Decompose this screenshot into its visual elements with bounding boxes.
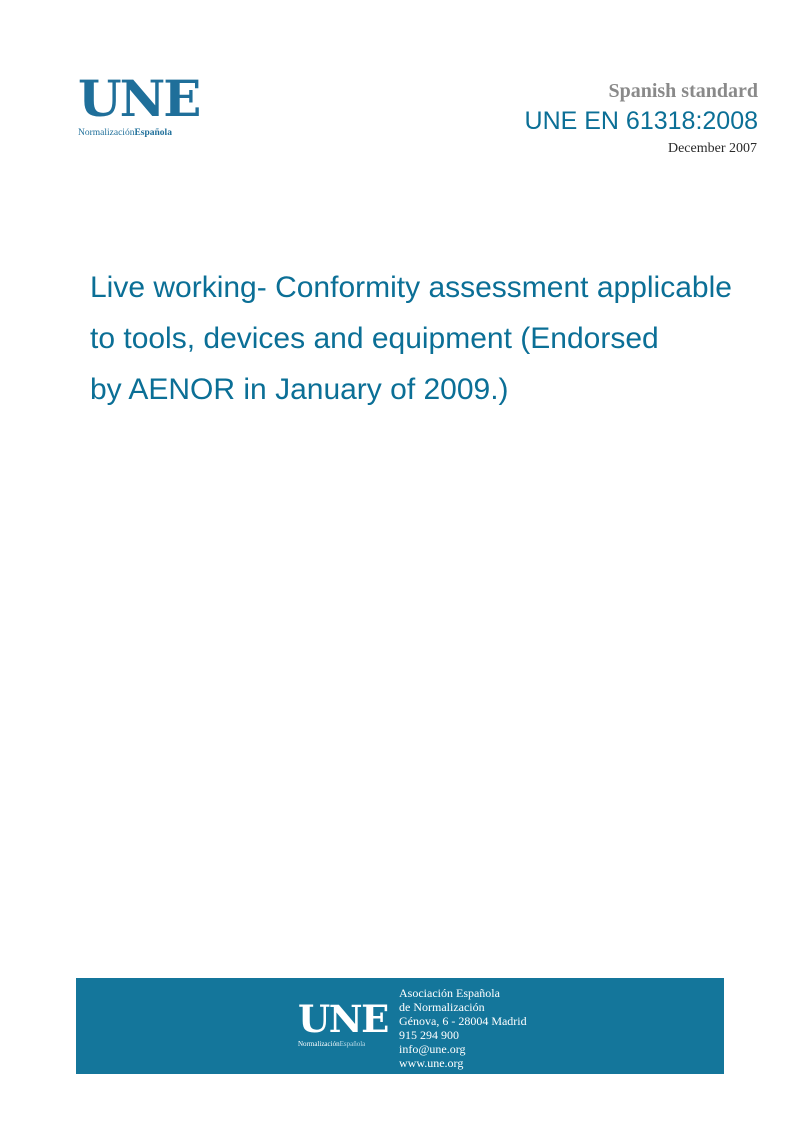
footer-banner — [76, 978, 724, 1074]
footer-logo-mark: UNE — [298, 997, 388, 1041]
address-line-phone: 915 294 900 — [399, 1028, 459, 1042]
logo-subtitle-espanola: Española — [134, 128, 172, 138]
footer-logo — [298, 997, 388, 1049]
address-line-email[interactable]: info@une.org — [399, 1042, 466, 1056]
address-line-website[interactable]: www.une.org — [399, 1056, 464, 1070]
standard-header — [458, 78, 758, 158]
address-line-org-name-1: Asociación Española — [399, 986, 500, 1000]
logo-subtitle-normalizacion: Normalización — [78, 128, 135, 138]
footer-logo-subtitle — [298, 1040, 388, 1049]
address-line-org-name-2: de Normalización — [399, 1000, 485, 1014]
publication-date: December 2007 — [667, 141, 757, 156]
organization-address — [399, 986, 719, 1070]
document-type: Spanish standard — [608, 80, 758, 102]
document-title — [90, 262, 790, 415]
title-line-3: by AENOR in January of 2009.) — [90, 373, 509, 406]
footer-logo-subtitle-espanola: Española — [339, 1040, 366, 1048]
footer-logo-subtitle-normalizacion: Normalización — [298, 1040, 340, 1048]
address-line-street: Génova, 6 - 28004 Madrid — [399, 1014, 527, 1028]
logo-subtitle — [78, 128, 198, 139]
standard-code: UNE EN 61318:2008 — [524, 107, 758, 135]
title-line-1: Live working- Conformity assessment applicable — [90, 271, 732, 304]
logo-mark: UNE — [78, 69, 200, 128]
title-line-2: to tools, devices and equipment (Endorsed — [90, 322, 659, 355]
une-logo — [78, 69, 200, 139]
